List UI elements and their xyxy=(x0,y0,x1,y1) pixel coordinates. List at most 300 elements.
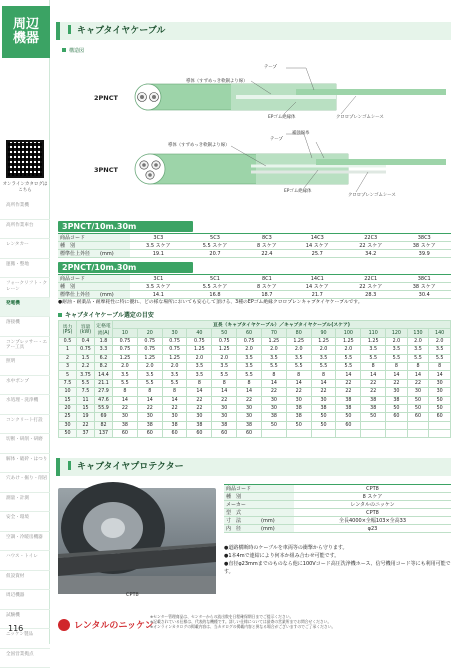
guide-row xyxy=(59,421,451,429)
guide-cell: 0.75 xyxy=(137,337,162,345)
spec-row-label: 標準仕上外径 (mm) xyxy=(58,291,130,299)
col-hp: 馬力(PS) xyxy=(59,321,77,338)
guide-cell: 7.5 xyxy=(77,388,95,396)
guide-cell: 30 xyxy=(137,413,162,421)
cable-2pnct-drawing xyxy=(135,84,446,110)
spec-cell: 14.1 xyxy=(130,291,187,299)
qr-caption: オンラインカタログはこちら xyxy=(2,182,48,194)
guide-cell: 8 xyxy=(429,362,451,370)
spec-3pnct-table xyxy=(58,233,451,258)
guide-cell: 1.25 xyxy=(361,337,386,345)
conductor-label-1: 導体（すずめっき軟銅より線） xyxy=(186,78,247,84)
tape-label-2: テープ xyxy=(270,136,283,142)
sidebar-item[interactable]: 発電機 xyxy=(0,298,50,318)
guide-cell: 2.0 xyxy=(386,337,408,345)
guide-cell: 47.6 xyxy=(95,396,113,404)
length-header-cell: 80 xyxy=(286,329,311,337)
sidebar-item[interactable]: 照明 xyxy=(0,356,50,376)
guide-cell: 14 xyxy=(137,396,162,404)
spec-cell: 28.3 xyxy=(344,291,397,299)
guide-cell: 22 xyxy=(361,388,386,396)
guide-cell: 20 xyxy=(59,404,77,412)
length-header-cell: 140 xyxy=(429,329,451,337)
guide-title: キャブタイヤケーブル選定の目安 xyxy=(58,310,154,319)
spec-cell: 39.9 xyxy=(397,250,451,258)
sheath-label-1: クロロプレンゴムシース xyxy=(336,114,384,120)
guide-cell: 38 xyxy=(187,421,212,429)
protector-spec-label: 商品コード xyxy=(224,485,294,493)
sidebar-item[interactable]: 試験機 xyxy=(0,610,50,630)
guide-cell: 38 xyxy=(286,413,311,421)
guide-cell: 55.9 xyxy=(95,404,113,412)
guide-cell: 22 xyxy=(336,388,361,396)
guide-cell: 8 xyxy=(137,388,162,396)
guide-cell: 3.5 xyxy=(113,371,138,379)
spec-cell: 14C1 xyxy=(291,275,344,283)
protector-spec-value: CPT8 xyxy=(294,509,451,517)
guide-cell: 1.25 xyxy=(162,354,187,362)
company-logo xyxy=(58,618,154,631)
guide-cell: 5.5 xyxy=(336,354,361,362)
cable-3pnct-drawing xyxy=(135,154,446,184)
guide-row xyxy=(59,337,451,345)
cable-note: ●耐油・耐薬品・耐摩耗性に特に優れ、どの様な場所においても安心して頂ける、3種のEPゴム絶縁クロロプレンキャブタイヤケーブルです。 xyxy=(58,298,363,305)
guide-cell: 50 xyxy=(386,404,408,412)
spec-cell: 8C1 xyxy=(243,275,290,283)
sidebar-nav xyxy=(0,200,50,668)
sidebar-item[interactable]: ニッケン製品 xyxy=(0,629,50,649)
spec-cell: 38C3 xyxy=(397,234,451,242)
guide-row xyxy=(59,430,451,438)
guide-cell: 1.25 xyxy=(286,337,311,345)
guide-cell: 1.25 xyxy=(336,337,361,345)
guide-cell: 3.5 xyxy=(162,371,187,379)
guide-cell: 60 xyxy=(137,430,162,438)
insulator-label-1: EPゴム絶縁体 xyxy=(268,114,295,120)
guide-cell: 14 xyxy=(113,396,138,404)
guide-cell: 2.0 xyxy=(261,346,286,354)
guide-cell: 5.5 xyxy=(386,354,408,362)
guide-cell: 5.5 xyxy=(336,362,361,370)
sidebar-item[interactable]: 解体・破砕・はつり xyxy=(0,454,50,474)
guide-cell: 38 xyxy=(261,413,286,421)
guide-cell: 60 xyxy=(113,430,138,438)
guide-cell: 1 xyxy=(59,346,77,354)
protector-spec-row xyxy=(224,501,451,509)
guide-cell: 0.5 xyxy=(59,337,77,345)
guide-cell: 60 xyxy=(386,413,408,421)
guide-cell: 2.0 xyxy=(113,362,138,370)
guide-cell: 38 xyxy=(237,421,262,429)
spec-cell: 22.4 xyxy=(243,250,290,258)
sidebar-item[interactable]: 溶接機 xyxy=(0,317,50,337)
guide-cell: 14 xyxy=(361,371,386,379)
guide-cell xyxy=(286,430,311,438)
guide-cell: 30 xyxy=(429,388,451,396)
guide-cell: 2.0 xyxy=(311,346,336,354)
guide-cell: 8 xyxy=(187,379,212,387)
guide-cell: 22 xyxy=(361,379,386,387)
guide-cell: 5.5 xyxy=(162,379,187,387)
spec-cell: 14 スケア xyxy=(291,283,344,291)
protector-section-title: キャブタイヤプロテクター xyxy=(56,458,451,476)
guide-cell: 8 xyxy=(386,362,408,370)
guide-cell xyxy=(336,430,361,438)
guide-cell: 0.75 xyxy=(162,346,187,354)
guide-cell: 3.5 xyxy=(311,354,336,362)
protector-spec-value: 8 スケア xyxy=(294,493,451,501)
guide-row xyxy=(59,388,451,396)
sidebar xyxy=(0,0,50,644)
footnotes xyxy=(150,614,395,630)
guide-row xyxy=(59,396,451,404)
guide-cell: 30 xyxy=(187,413,212,421)
guide-cell: 30 xyxy=(212,413,237,421)
protector-spec-row xyxy=(224,517,451,525)
spec-cell: 14 スケア xyxy=(291,242,344,250)
spec-cell: 8 スケア xyxy=(243,242,290,250)
guide-cell: 6.2 xyxy=(95,354,113,362)
spec-cell: 22C3 xyxy=(344,234,397,242)
guide-cell: 5.5 xyxy=(212,371,237,379)
structure-label: 構造図 xyxy=(62,47,84,54)
logo-text: レンタルのニッケン xyxy=(74,618,154,631)
guide-cell: 0.75 xyxy=(162,337,187,345)
spec-cell: 3C1 xyxy=(130,275,187,283)
guide-cell: 22 xyxy=(113,404,138,412)
spec-row xyxy=(58,250,451,258)
guide-cell: 8 xyxy=(361,362,386,370)
guide-cell: 14.4 xyxy=(95,371,113,379)
tape-label-1: テープ xyxy=(264,64,277,70)
sidebar-item[interactable]: ハウス・トイレ xyxy=(0,551,50,571)
guide-cell: 14 xyxy=(407,371,429,379)
guide-cell: 2.0 xyxy=(407,337,429,345)
category-line-1: 周辺 xyxy=(13,18,39,32)
length-header-cell: 70 xyxy=(261,329,286,337)
guide-cell: 2.0 xyxy=(162,362,187,370)
guide-cell: 30 xyxy=(386,388,408,396)
guide-cell: 60 xyxy=(187,430,212,438)
guide-cell: 8 xyxy=(311,371,336,379)
guide-cell: 8 xyxy=(237,379,262,387)
guide-cell: 21.1 xyxy=(95,379,113,387)
sidebar-item[interactable]: 測量・計測 xyxy=(0,493,50,513)
guide-cell: 22 xyxy=(77,421,95,429)
guide-cell: 22 xyxy=(237,396,262,404)
sidebar-item[interactable]: コンクリート打設 xyxy=(0,415,50,435)
sidebar-item[interactable]: 切断・研削・研磨 xyxy=(0,434,50,454)
protector-spec-value: φ23 xyxy=(294,525,451,533)
guide-cell: 2.0 xyxy=(212,354,237,362)
guide-cell: 15 xyxy=(59,396,77,404)
sidebar-item[interactable]: 高所作業機 xyxy=(0,200,50,220)
guide-cell: 3.5 xyxy=(361,346,386,354)
sidebar-item[interactable]: 穴あけ・掘り・削岩 xyxy=(0,473,50,493)
length-header-cell: 130 xyxy=(407,329,429,337)
guide-cell: 5.5 xyxy=(77,379,95,387)
insulator-label-2: EPゴム絶縁体 xyxy=(284,188,311,194)
spec-2pnct-heading: 2PNCT/10m.30m xyxy=(58,262,193,273)
guide-cell: 38 xyxy=(361,396,386,404)
guide-cell: 50 xyxy=(261,421,286,429)
square-bullet-icon xyxy=(58,313,62,317)
spec-cell: 21.7 xyxy=(291,291,344,299)
protector-spec-row xyxy=(224,493,451,501)
guide-cell xyxy=(429,430,451,438)
protector-spec-row xyxy=(224,509,451,517)
cable-section-title: キャブタイヤケーブル xyxy=(56,22,451,40)
guide-cell: 22 xyxy=(286,388,311,396)
guide-cell: 38 xyxy=(162,421,187,429)
spec-cell: 38C1 xyxy=(397,275,451,283)
spec-row-label: 種 別 xyxy=(58,242,130,250)
length-header-cell: 20 xyxy=(137,329,162,337)
guide-cell: 0.75 xyxy=(113,337,138,345)
footnote-line: ※記載されている仕様は、代表的な機種です。詳しい仕様については最寄の営業所までお問合せください。 xyxy=(150,619,395,624)
guide-cell: 60 xyxy=(407,413,429,421)
guide-cell: 38 xyxy=(212,421,237,429)
sidebar-item[interactable]: 空調・冷暖房機器 xyxy=(0,532,50,552)
sidebar-item[interactable]: 水処理・洗浄機 xyxy=(0,395,50,415)
sidebar-item[interactable]: レンタカー xyxy=(0,239,50,259)
guide-cell: 22 xyxy=(261,388,286,396)
guide-cell: 3.5 xyxy=(187,371,212,379)
sidebar-item[interactable]: 全国営業拠点 xyxy=(0,649,50,668)
spec-cell: 3C3 xyxy=(130,234,187,242)
guide-cell: 1.25 xyxy=(212,346,237,354)
guide-cell: 14 xyxy=(261,379,286,387)
guide-cell: 3.5 xyxy=(429,346,451,354)
spec-cell: 5.5 スケア xyxy=(187,283,244,291)
guide-cell: 60 xyxy=(212,430,237,438)
length-header-cell: 40 xyxy=(187,329,212,337)
spec-cell: 19.1 xyxy=(130,250,187,258)
guide-cell: 22 xyxy=(162,404,187,412)
feature-item: ●1本4mで連結により何本か組み合わせ可能です。 xyxy=(224,552,451,560)
guide-cell: 1.5 xyxy=(77,354,95,362)
guide-cell: 37 xyxy=(77,430,95,438)
guide-cell: 82 xyxy=(95,421,113,429)
title-bar-icon xyxy=(68,461,71,470)
guide-cell: 38 xyxy=(286,404,311,412)
guide-cell: 5.5 xyxy=(237,371,262,379)
category-line-2: 機器 xyxy=(13,32,39,46)
spec-row-label: 商品コード xyxy=(58,234,130,242)
guide-cell: 38 xyxy=(336,404,361,412)
guide-cell: 14 xyxy=(237,388,262,396)
guide-cell: 22 xyxy=(137,404,162,412)
protector-spec-value: 全長4000×全幅103×全高33 xyxy=(294,517,451,525)
guide-cell: 14 xyxy=(286,379,311,387)
guide-cell: 8 xyxy=(113,388,138,396)
guide-cell: 5.5 xyxy=(286,362,311,370)
sidebar-item[interactable]: 仮設資材 xyxy=(0,571,50,591)
sidebar-item[interactable]: コンプレッサー・エアー工具 xyxy=(0,337,50,357)
protector-spec-row xyxy=(224,525,451,533)
guide-cell: 5.5 xyxy=(429,354,451,362)
spec-cell: 8 スケア xyxy=(243,283,290,291)
guide-cell: 14 xyxy=(311,379,336,387)
guide-cell: 1.25 xyxy=(137,354,162,362)
guide-cell: 2.2 xyxy=(77,362,95,370)
length-header-cell: 60 xyxy=(237,329,262,337)
length-header-cell: 30 xyxy=(162,329,187,337)
guide-cell: 38 xyxy=(336,396,361,404)
guide-cell: 30 xyxy=(237,413,262,421)
guide-cell: 3.75 xyxy=(77,371,95,379)
guide-row xyxy=(59,379,451,387)
spec-row xyxy=(58,234,451,242)
guide-cell: 60 xyxy=(429,413,451,421)
page-number: 116 xyxy=(8,624,23,633)
guide-cell: 50 xyxy=(311,421,336,429)
guide-cell: 22 xyxy=(336,379,361,387)
sidebar-item[interactable]: 周辺機器 xyxy=(0,590,50,610)
guide-cell: 0.75 xyxy=(237,337,262,345)
guide-cell: 5.5 xyxy=(311,362,336,370)
guide-cell: 1.25 xyxy=(261,337,286,345)
qr-code[interactable] xyxy=(6,140,44,178)
guide-cell: 22 xyxy=(311,388,336,396)
protector-spec-table xyxy=(224,484,451,533)
feature-item: ●直径φ23mmまでのものなら他に100Vコード高圧洗浄機ホース、信号機用コード等にも利用可能です。 xyxy=(224,560,451,576)
protector-features xyxy=(224,544,451,576)
guide-cell: 7.5 xyxy=(59,379,77,387)
guide-cell: 2.0 xyxy=(286,346,311,354)
guide-cell: 5 xyxy=(59,371,77,379)
guide-cell: 38 xyxy=(311,404,336,412)
spec-cell: 25.7 xyxy=(291,250,344,258)
guide-cell: 3.5 xyxy=(386,346,408,354)
sidebar-item[interactable]: 水中ポンプ xyxy=(0,376,50,396)
footnote-line: ※オンラインカタログの掲載内容は、当カタログの掲載内容と異なる場合がございますのでご了承ください。 xyxy=(150,624,395,629)
guide-cell xyxy=(361,430,386,438)
protector-spec-label: 内 径 (mm) xyxy=(224,525,294,533)
guide-cell: 2.0 xyxy=(237,346,262,354)
guide-cell: 5.5 xyxy=(261,362,286,370)
square-bullet-icon xyxy=(62,48,66,52)
protector-photo-svg xyxy=(58,488,216,594)
guide-cell: 30 xyxy=(212,404,237,412)
guide-cell xyxy=(361,421,386,429)
guide-cell: 8 xyxy=(162,388,187,396)
guide-cell: 3.5 xyxy=(137,371,162,379)
sheath-label-2: クロロプレンゴムシース xyxy=(348,192,396,198)
guide-cell: 50 xyxy=(407,396,429,404)
spec-cell: 5C1 xyxy=(187,275,244,283)
guide-cell: 2.0 xyxy=(137,362,162,370)
guide-cell: 22 xyxy=(187,404,212,412)
length-header-cell: 120 xyxy=(386,329,408,337)
guide-cell xyxy=(407,421,429,429)
guide-cell: 30 xyxy=(407,388,429,396)
spec-cell: 8C3 xyxy=(243,234,290,242)
spec-3pnct-heading: 3PNCT/10m.30m xyxy=(58,221,193,232)
guide-cell: 8 xyxy=(286,371,311,379)
spec-cell: 20.7 xyxy=(187,250,244,258)
length-header-cell: 90 xyxy=(311,329,336,337)
guide-cell: 22 xyxy=(407,379,429,387)
guide-cell: 38 xyxy=(137,421,162,429)
guide-cell: 8 xyxy=(407,362,429,370)
guide-cell: 3.5 xyxy=(187,362,212,370)
spec-cell: 3.5 スケア xyxy=(130,242,187,250)
guide-row xyxy=(59,413,451,421)
spec-cell: 38 スケア xyxy=(397,283,451,291)
spec-row-label: 商品コード xyxy=(58,275,130,283)
guide-cell: 50 xyxy=(336,413,361,421)
guide-cell: 0.75 xyxy=(187,337,212,345)
guide-cell: 38 xyxy=(361,404,386,412)
sidebar-item[interactable]: フォークリフト・クレーン xyxy=(0,278,50,298)
guide-cell: 8.2 xyxy=(95,362,113,370)
col-length-header: 亘長（キャブタイヤケーブル）／キャブタイヤケーブル(スケア) xyxy=(113,321,451,329)
guide-cell: 22 xyxy=(386,379,408,387)
guide-cell: 22 xyxy=(187,396,212,404)
guide-cell: 60 xyxy=(237,430,262,438)
guide-cell: 60 xyxy=(162,430,187,438)
protector-spec-label: 種 別 xyxy=(224,493,294,501)
guide-cell: 14 xyxy=(429,371,451,379)
spec-cell: 14C3 xyxy=(291,234,344,242)
guide-cell: 3 xyxy=(59,362,77,370)
guide-cell: 14 xyxy=(187,388,212,396)
sidebar-item[interactable]: 運搬・整地 xyxy=(0,259,50,279)
guide-cell: 22 xyxy=(212,396,237,404)
guide-cell: 8 xyxy=(261,371,286,379)
cable-2pnct-label: 2PNCT xyxy=(94,94,118,102)
guide-cell: 14 xyxy=(386,371,408,379)
guide-cell: 5.5 xyxy=(407,354,429,362)
spec-cell: 34.2 xyxy=(344,250,397,258)
sidebar-item[interactable]: 安全・環境 xyxy=(0,512,50,532)
protector-caption: CPT8 xyxy=(126,592,139,598)
guide-cell: 0.75 xyxy=(212,337,237,345)
guide-cell: 30 xyxy=(286,396,311,404)
guide-cell: 60 xyxy=(336,421,361,429)
guide-cell: 137 xyxy=(95,430,113,438)
guide-cell: 50 xyxy=(429,404,451,412)
selection-guide-table xyxy=(58,320,451,438)
spec-cell: 22 スケア xyxy=(344,283,397,291)
guide-cell: 3.5 xyxy=(212,362,237,370)
protector-spec-label: 型 式 xyxy=(224,509,294,517)
guide-cell: 15 xyxy=(77,404,95,412)
guide-cell: 50 xyxy=(286,421,311,429)
spec-row-label: 標準仕上外径 (mm) xyxy=(58,250,130,258)
guide-cell xyxy=(261,430,286,438)
guide-cell: 0.75 xyxy=(113,346,138,354)
protector-photo xyxy=(58,488,216,594)
col-current: 定格電流(A) xyxy=(95,321,113,338)
protector-spec-label: メーカー xyxy=(224,501,294,509)
guide-cell: 11 xyxy=(77,396,95,404)
guide-cell: 3.5 xyxy=(261,354,286,362)
length-header-cell: 110 xyxy=(361,329,386,337)
guide-cell: 10 xyxy=(59,388,77,396)
guide-cell: 27.9 xyxy=(95,388,113,396)
guide-cell: 3.5 xyxy=(237,362,262,370)
guide-cell xyxy=(429,421,451,429)
guide-cell: 30 xyxy=(261,396,286,404)
protector-spec-value: レンタルのニッケン xyxy=(294,501,451,509)
guide-cell xyxy=(386,430,408,438)
guide-cell: 30 xyxy=(261,404,286,412)
protector-spec-label: 寸 法 (mm) xyxy=(224,517,294,525)
sidebar-item[interactable]: 高所作業車台 xyxy=(0,220,50,240)
spec-cell: 3.5 スケア xyxy=(130,283,187,291)
